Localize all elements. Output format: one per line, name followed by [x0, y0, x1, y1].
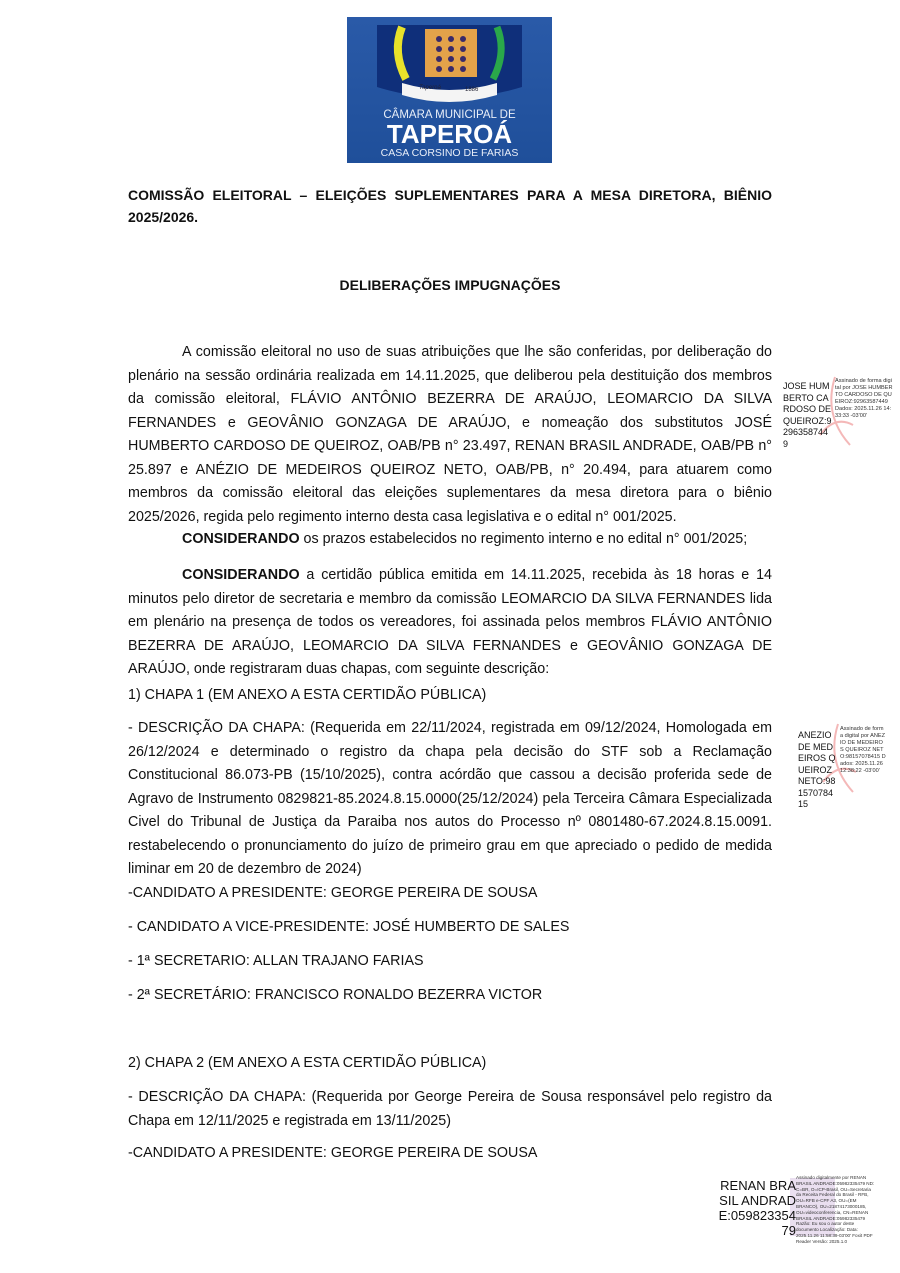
chapa2-member: -CANDIDATO A PRESIDENTE: GEORGE PEREIRA DE SOUSA	[128, 1145, 538, 1161]
signature-jose-detail: Assinado de forma digital por JOSE HUMBERTO CARDOSO DE QUEIROZ:92963587449 Dados: 2025.11.26 14:33:33 -03'00'	[835, 378, 893, 419]
considerando-label: CONSIDERANDO	[182, 531, 300, 547]
paragraph-considerando-1	[128, 528, 772, 552]
chapa1-member: - 1ª SECRETARIO: ALLAN TRAJANO FARIAS	[128, 953, 424, 969]
signature-renan-detail: Assinado digitalmente por RENAN BRASIL ANDRADE:05982335479 ND: C=BR, O=ICP-Brasil, OU=Secretaria da Receita Federal do Brasil - RFB, OU=RFB e-CPF A3, OU=(EM BRANCO), OU=21874173000185, OU=videoconferencia, CN=RENAN BRASIL ANDRADE:05982335479 Razão: Eu sou o autor deste documento Localização: Data: 2025.11.26 11:58:39-03'00' Foxit PDF Reader Versão: 2025.1.0	[796, 1175, 875, 1244]
document-title: COMISSÃO ELEITORAL – ELEIÇÕES SUPLEMENTARES PARA A MESA DIRETORA, BIÊNIO 2025/2026.	[128, 187, 772, 225]
chapa1-description: - DESCRIÇÃO DA CHAPA: (Requerida em 22/11/2024, registrada em 09/12/2024, Homologada em 26/12/2024 e determinado o registro da chapa pela decisão do STF sob a Reclamação Constitucional 86.073-PB (15/10/2025), contra acórdão que cassou a decisão proferida sede de Agravo de Instrumento 0829821-85.2024.8.15.0000(25/12/2024) pela Terceira Câmara Especializada Civel do Tribunal de Justiça da Paraiba nos autos do Processo nº 0801480-67.2024.8.15.0091. restabelecendo o pronunciamento do juízo de primeiro grau em que apreciado o pedido de medida liminar em 20 de dezembro de 2024)	[128, 720, 772, 877]
chapa1-header: 1) CHAPA 1 (EM ANEXO A ESTA CERTIDÃO PÚBLICA)	[128, 687, 487, 703]
logo-ribbon-left: Taperoá	[419, 85, 441, 91]
paragraph-intro: A comissão eleitoral no uso de suas atribuições que lhe são conferidas, por deliberação do plenário na sessão ordinária realizada em 14.11.2025, que deliberou pela destituição dos membros da comissão eleitoral, FLÁVIO ANTÔNIO BEZERRA DE ARAÚJO, LEOMARCIO DA SILVA FERNANDES e GEOVÂNIO GONZAGA DE ARAÚJO, e nomeação dos substitutos JOSÉ HUMBERTO CARDOSO DE QUEIROZ, OAB/PB n° 23.497, RENAN BRASIL ANDRADE, OAB/PB n° 25.897 e ANÉZIO DE MEDEIROS QUEIROZ NETO, OAB/PB, n° 20.494, para atuarem como membros da comissão eleitoral das eleições suplementares da mesa diretora para o biênio 2025/2026, regida pelo regimento interno desta casa legislativa e o edital n° 001/2025.	[128, 344, 772, 525]
considerando-label: CONSIDERANDO	[182, 567, 300, 583]
signature-jose-name: JOSE HUMBERTO CARDOSO DE QUEIROZ:92963587449	[783, 381, 832, 449]
considerando-text: os prazos estabelecidos no regimento interno e no edital n° 001/2025;	[299, 531, 748, 547]
paragraph-considerando-2	[128, 564, 772, 682]
signature-anezio-detail: Assinado de forma digital por ANEZIO DE MEDEIROS QUEIROZ NETO:98157078415 Dados: 2025.11.26 12:38:22 -03'00'	[840, 726, 886, 774]
chapa2-description: - DESCRIÇÃO DA CHAPA: (Requerida por George Pereira de Sousa responsável pelo registro da Chapa em 12/11/2025 e registrada em 13/11/2025)	[128, 1089, 772, 1129]
signature-anezio-name: ANEZIO DE MEDEIROS QUEIROZ NETO:98157078415	[798, 730, 836, 809]
chapa1-member: - CANDIDATO A VICE-PRESIDENTE: JOSÉ HUMBERTO DE SALES	[128, 919, 570, 935]
logo-line3: CASA CORSINO DE FARIAS	[380, 147, 519, 159]
logo-line2: TAPEROÁ	[386, 119, 513, 149]
logo-ribbon-right: 1886	[465, 87, 479, 93]
camara-taperoa-logo	[347, 17, 552, 163]
considerando-text: a certidão pública emitida em 14.11.2025, recebida às 18 horas e 14 minutos pelo diretor de secretaria e membro da comissão LEOMARCIO DA SILVA FERNANDES lida em plenário na presença de todos os vereadores, foi assinada pelos membros FLÁVIO ANTÔNIO BEZERRA DE ARAÚJO, LEOMARCIO DA SILVA FERNANDES e GEOVÂNIO GONZAGA DE ARAÚJO, onde registraram duas chapas, com seguinte descrição:	[128, 567, 772, 677]
document-subtitle: DELIBERAÇÕES IMPUGNAÇÕES	[339, 277, 561, 293]
chapa1-member: - 2ª SECRETÁRIO: FRANCISCO RONALDO BEZERRA VICTOR	[128, 987, 543, 1003]
logo-line1: CÂMARA MUNICIPAL DE	[383, 109, 516, 121]
chapa2-header: 2) CHAPA 2 (EM ANEXO A ESTA CERTIDÃO PÚBLICA)	[128, 1055, 487, 1071]
signature-renan-name: RENAN BRASIL ANDRADE:05982335479	[718, 1178, 796, 1238]
chapa1-member: -CANDIDATO A PRESIDENTE: GEORGE PEREIRA DE SOUSA	[128, 885, 538, 901]
